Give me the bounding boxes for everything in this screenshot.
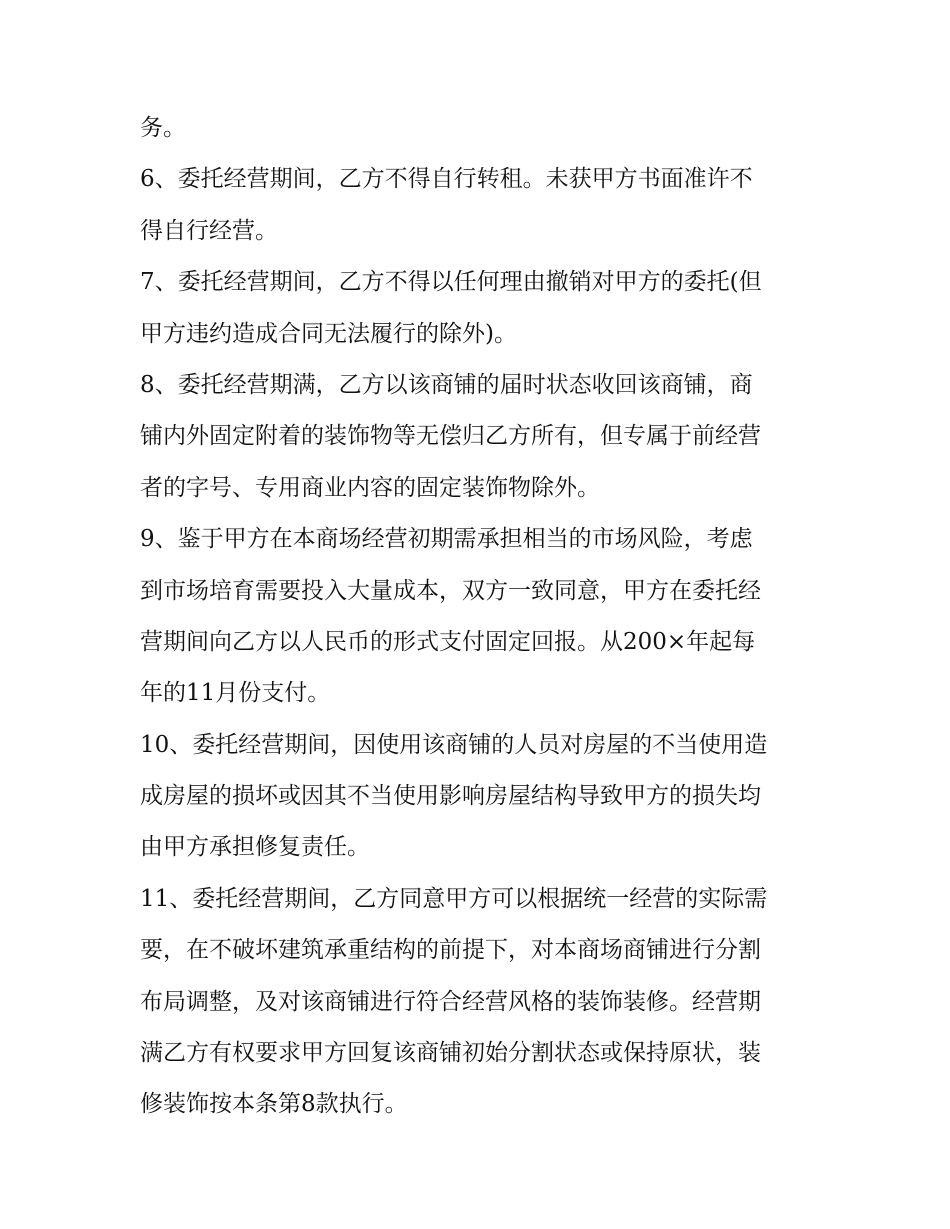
clause-11-line-4: 满乙方有权要求甲方回复该商铺初始分割状态或保持原状，装 xyxy=(140,1040,761,1067)
clause-9-line-1: 9、鉴于甲方在本商场经营初期需承担相当的市场风险，考虑 xyxy=(140,526,753,553)
clause-11-line-3: 布局调整，及对该商铺进行符合经营风格的装饰装修。经营期 xyxy=(140,988,761,1015)
clause-11-line-1: 11、委托经营期间，乙方同意甲方可以根据统一经营的实际需 xyxy=(140,885,768,912)
clause-9-line-4: 年的11月份支付。 xyxy=(140,680,331,707)
clause-6-line-2: 得自行经营。 xyxy=(140,217,278,244)
clause-8-line-2: 铺内外固定附着的装饰物等无偿归乙方所有，但专属于前经营 xyxy=(140,423,761,450)
clause-10-line-1: 10、委托经营期间，因使用该商铺的人员对房屋的不当使用造 xyxy=(140,731,768,758)
clause-6-line-1: 6、委托经营期间，乙方不得自行转租。未获甲方书面准许不 xyxy=(140,166,753,193)
text-line: 务。 xyxy=(140,115,186,141)
clause-11-line-2: 要，在不破坏建筑承重结构的前提下，对本商场商铺进行分割 xyxy=(140,937,761,964)
document-page xyxy=(140,103,820,1131)
clause-10-line-3: 由甲方承担修复责任。 xyxy=(140,834,370,861)
clause-8-line-1: 8、委托经营期满，乙方以该商铺的届时状态收回该商铺，商 xyxy=(140,371,753,398)
clause-9-line-2: 到市场培育需要投入大量成本，双方一致同意，甲方在委托经 xyxy=(140,577,761,604)
clause-11-line-5: 修装饰按本条第8款执行。 xyxy=(140,1091,408,1118)
clause-9-line-3: 营期间向乙方以人民币的形式支付固定回报。从200×年起每 xyxy=(140,628,756,655)
clause-7-line-2: 甲方违约造成合同无法履行的除外)。 xyxy=(140,320,517,347)
clause-10-line-2: 成房屋的损坏或因其不当使用影响房屋结构导致甲方的损失均 xyxy=(140,783,761,810)
clause-8-line-3: 者的字号、专用商业内容的固定装饰物除外。 xyxy=(140,474,600,501)
clause-7-line-1: 7、委托经营期间，乙方不得以任何理由撤销对甲方的委托(但 xyxy=(140,269,762,296)
